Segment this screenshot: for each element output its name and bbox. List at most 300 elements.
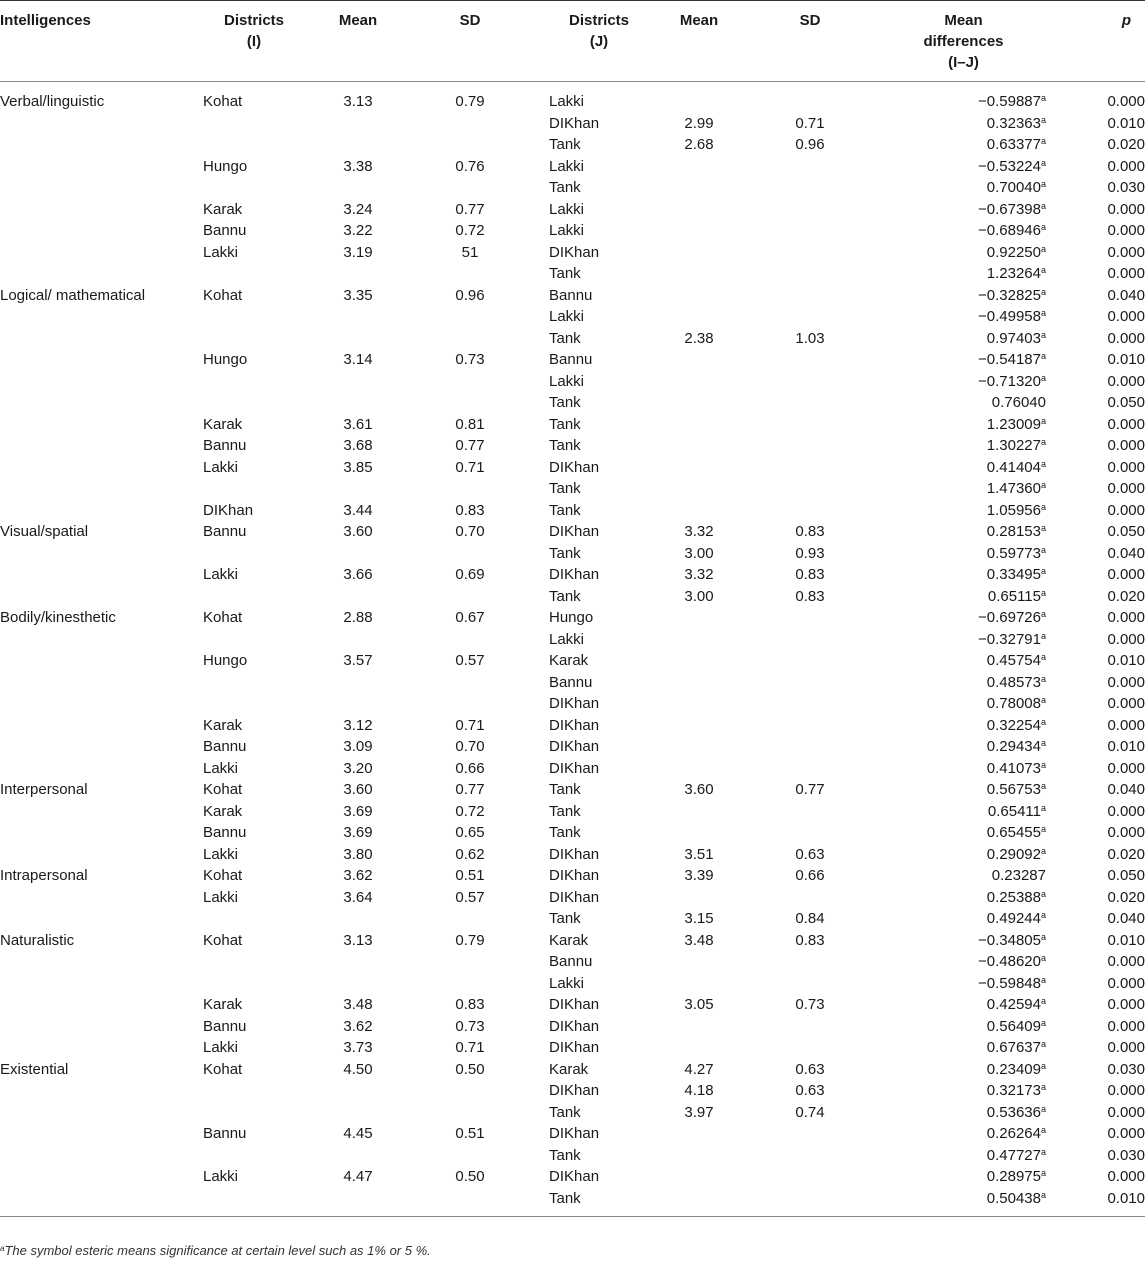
cell-district-j-text: Bannu <box>549 673 593 691</box>
cell-sd-i <box>411 501 529 523</box>
significance-mark: a <box>1040 437 1046 447</box>
cell-intelligence-text: Logical/ mathematical <box>0 286 146 304</box>
cell-sd-i <box>411 759 529 781</box>
cell-mean-difference-text: 0.26264 <box>986 1125 1041 1142</box>
cell-mean-j-text: 4.18 <box>684 1082 714 1099</box>
cell-district-i-text: Bannu <box>203 222 247 239</box>
table-row <box>0 178 1145 200</box>
cell-district-j <box>529 1103 649 1125</box>
cell-intelligence <box>0 845 158 867</box>
cell-mean-i-text: 3.62 <box>343 1017 373 1035</box>
cell-sd-i-text: 0.76 <box>455 157 485 175</box>
cell-sd-i-text: 0.96 <box>455 286 485 304</box>
footnote-text: The symbol esteric means significance at certain level such as 1% or 5 %. <box>4 1243 431 1258</box>
cell-mean-i-text: 3.85 <box>343 458 373 476</box>
table-row <box>0 458 1145 480</box>
cell-mean-i-text: 2.88 <box>343 609 373 626</box>
significance-mark: a <box>1040 673 1046 684</box>
significance-mark: a <box>1040 200 1046 211</box>
cell-mean-j <box>649 479 749 501</box>
cell-mean-difference-text: 1.47360 <box>986 480 1041 497</box>
cell-district-i <box>158 802 305 824</box>
cell-sd-j <box>749 1017 871 1039</box>
cell-p-value-text: 0.000 <box>1107 1017 1145 1035</box>
cell-sd-j <box>749 286 871 308</box>
cell-mean-j <box>649 501 749 523</box>
cell-sd-i <box>411 329 529 351</box>
cell-p-value-text: 0.000 <box>1107 480 1145 497</box>
cell-intelligence <box>0 458 158 480</box>
cell-district-j-text: DIKhan <box>549 243 600 261</box>
cell-mean-j <box>649 200 749 222</box>
cell-district-j-text: Tank <box>549 824 581 841</box>
table-row <box>0 931 1145 953</box>
cell-district-i-text: Karak <box>203 716 243 734</box>
cell-sd-i <box>411 823 529 845</box>
cell-mean-difference-text: 1.30227 <box>986 437 1041 454</box>
significance-mark: a <box>1040 523 1046 533</box>
cell-district-i-text: Kohat <box>203 93 243 110</box>
cell-district-i-text: Karak <box>203 415 243 433</box>
table-row <box>0 522 1145 544</box>
significance-mark: a <box>1040 781 1046 791</box>
table-row <box>0 866 1145 888</box>
table-row <box>0 1038 1145 1060</box>
cell-mean-difference <box>871 737 1056 759</box>
cell-intelligence <box>0 802 158 824</box>
cell-mean-j-text: 3.97 <box>684 1103 714 1121</box>
cell-mean-i <box>305 200 411 222</box>
cell-mean-difference <box>871 1038 1056 1060</box>
cell-p-value <box>1056 157 1145 179</box>
cell-mean-difference-text: 0.33495 <box>986 566 1041 583</box>
cell-p-value <box>1056 393 1145 415</box>
cell-district-j <box>529 995 649 1017</box>
cell-mean-difference-text: −0.48620 <box>978 953 1041 970</box>
significance-mark: a <box>1040 845 1046 856</box>
cell-mean-j <box>649 1167 749 1189</box>
table-row <box>0 1124 1145 1146</box>
cell-mean-difference-text: 0.32363 <box>986 114 1041 132</box>
cell-sd-j <box>749 415 871 437</box>
cell-district-i-text: Lakki <box>203 1168 239 1185</box>
cell-district-i-text: Lakki <box>203 243 239 261</box>
cell-mean-j <box>649 1038 749 1060</box>
cell-mean-difference <box>871 1189 1056 1217</box>
table-row <box>0 436 1145 458</box>
cell-mean-i-text: 3.09 <box>343 738 373 755</box>
cell-district-j <box>529 479 649 501</box>
cell-sd-i-text: 0.73 <box>455 1017 485 1035</box>
cell-mean-j <box>649 1060 749 1082</box>
cell-intelligence <box>0 1038 158 1060</box>
cell-mean-j <box>649 651 749 673</box>
cell-district-j <box>529 157 649 179</box>
cell-mean-difference-text: 0.42594 <box>986 996 1041 1013</box>
cell-p-value <box>1056 544 1145 566</box>
cell-district-j-text: Tank <box>549 1146 581 1164</box>
cell-sd-j <box>749 608 871 630</box>
cell-sd-j-text: 0.63 <box>795 845 825 863</box>
cell-district-j-text: Tank <box>549 910 581 927</box>
cell-intelligence <box>0 608 158 630</box>
cell-p-value <box>1056 200 1145 222</box>
cell-mean-j <box>649 1124 749 1146</box>
cell-p-value-text: 0.020 <box>1107 136 1145 153</box>
cell-district-j-text: DIKhan <box>549 523 600 540</box>
cell-p-value <box>1056 1081 1145 1103</box>
cell-district-j-text: Karak <box>549 1060 589 1078</box>
cell-district-j <box>529 974 649 996</box>
cell-district-i <box>158 522 305 544</box>
cell-mean-difference <box>871 350 1056 372</box>
cell-mean-difference-text: 1.23264 <box>986 265 1041 282</box>
cell-sd-j <box>749 264 871 286</box>
header-mean-j: Mean <box>649 1 749 82</box>
cell-sd-i-text: 0.83 <box>455 501 485 519</box>
cell-p-value-text: 0.010 <box>1107 931 1145 949</box>
cell-mean-i-text: 3.38 <box>343 157 373 175</box>
cell-mean-i-text: 3.64 <box>343 888 373 906</box>
cell-sd-j <box>749 845 871 867</box>
cell-sd-i <box>411 1124 529 1146</box>
cell-mean-difference-text: 0.67637 <box>986 1039 1041 1056</box>
cell-district-i <box>158 974 305 996</box>
cell-mean-i-text: 3.13 <box>343 93 373 110</box>
cell-mean-i <box>305 264 411 286</box>
cell-mean-j <box>649 372 749 394</box>
cell-p-value-text: 0.000 <box>1107 372 1145 390</box>
cell-sd-j <box>749 866 871 888</box>
cell-mean-i <box>305 1124 411 1146</box>
header-districts-j: Districts (J) <box>529 1 649 82</box>
cell-p-value-text: 0.030 <box>1107 1060 1145 1078</box>
cell-district-j <box>529 587 649 609</box>
cell-mean-i <box>305 458 411 480</box>
cell-mean-i-text: 3.35 <box>343 286 373 304</box>
significance-mark: a <box>1040 544 1046 555</box>
cell-mean-j <box>649 393 749 415</box>
cell-p-value-text: 0.000 <box>1107 802 1145 820</box>
cell-p-value-text: 0.030 <box>1107 179 1145 196</box>
cell-district-j <box>529 716 649 738</box>
cell-mean-j-text: 3.00 <box>684 544 714 562</box>
cell-sd-i-text: 0.71 <box>455 458 485 476</box>
cell-district-j <box>529 823 649 845</box>
cell-sd-i <box>411 544 529 566</box>
cell-mean-i-text: 3.48 <box>343 996 373 1013</box>
cell-p-value-text: 0.010 <box>1107 652 1145 669</box>
cell-mean-j <box>649 178 749 200</box>
significance-mark: a <box>1040 630 1046 641</box>
cell-mean-j-text: 2.68 <box>684 136 714 153</box>
cell-p-value <box>1056 1167 1145 1189</box>
cell-district-i-text: Hungo <box>203 351 248 368</box>
cell-sd-i <box>411 178 529 200</box>
cell-sd-j <box>749 974 871 996</box>
cell-p-value-text: 0.000 <box>1107 1125 1145 1142</box>
cell-p-value-text: 0.040 <box>1107 781 1145 798</box>
cell-district-j <box>529 1146 649 1168</box>
cell-intelligence <box>0 673 158 695</box>
cell-intelligence <box>0 737 158 759</box>
cell-sd-j <box>749 135 871 157</box>
cell-district-j <box>529 286 649 308</box>
cell-district-j-text: DIKhan <box>549 738 600 755</box>
cell-intelligence <box>0 1167 158 1189</box>
cell-mean-difference <box>871 845 1056 867</box>
significance-mark: a <box>1040 286 1046 297</box>
cell-district-j <box>529 114 649 136</box>
cell-intelligence <box>0 286 158 308</box>
cell-mean-i <box>305 952 411 974</box>
cell-sd-i-text: 0.72 <box>455 222 485 239</box>
cell-mean-difference-text: −0.34805 <box>978 931 1041 949</box>
cell-intelligence <box>0 909 158 931</box>
cell-p-value <box>1056 565 1145 587</box>
cell-mean-i <box>305 415 411 437</box>
cell-sd-i-text: 0.79 <box>455 931 485 949</box>
cell-sd-i <box>411 221 529 243</box>
cell-p-value <box>1056 329 1145 351</box>
significance-mark: a <box>1040 888 1046 899</box>
cell-intelligence-text: Interpersonal <box>0 781 88 798</box>
cell-mean-j <box>649 974 749 996</box>
cell-p-value <box>1056 694 1145 716</box>
cell-district-i <box>158 393 305 415</box>
cell-p-value <box>1056 802 1145 824</box>
cell-mean-j <box>649 135 749 157</box>
cell-p-value-text: 0.000 <box>1107 996 1145 1013</box>
cell-mean-j <box>649 436 749 458</box>
cell-district-j-text: Tank <box>549 802 581 820</box>
cell-sd-i-text: 0.51 <box>455 1125 485 1142</box>
cell-district-j <box>529 544 649 566</box>
cell-mean-j <box>649 1103 749 1125</box>
cell-mean-difference-text: 0.56753 <box>986 781 1041 798</box>
cell-intelligence <box>0 1189 158 1217</box>
cell-mean-difference <box>871 178 1056 200</box>
cell-sd-i-text: 0.77 <box>455 437 485 454</box>
cell-mean-difference <box>871 221 1056 243</box>
cell-district-j-text: Tank <box>549 1103 581 1121</box>
cell-sd-i <box>411 866 529 888</box>
cell-mean-difference <box>871 114 1056 136</box>
cell-intelligence <box>0 866 158 888</box>
cell-intelligence <box>0 587 158 609</box>
cell-sd-i-text: 0.73 <box>455 351 485 368</box>
cell-district-j-text: Tank <box>549 587 581 605</box>
table-row <box>0 415 1145 437</box>
cell-mean-j <box>649 888 749 910</box>
cell-mean-i <box>305 995 411 1017</box>
cell-mean-difference-text: 0.47727 <box>986 1146 1041 1164</box>
cell-mean-difference-text: 0.50438 <box>986 1189 1041 1207</box>
cell-sd-i-text: 0.66 <box>455 759 485 777</box>
significance-mark: a <box>1040 1146 1046 1157</box>
cell-mean-j <box>649 673 749 695</box>
cell-intelligence <box>0 759 158 781</box>
cell-sd-i-text: 0.71 <box>455 1039 485 1056</box>
cell-mean-i <box>305 1038 411 1060</box>
cell-district-i <box>158 1038 305 1060</box>
cell-sd-j <box>749 995 871 1017</box>
cell-sd-i-text: 0.70 <box>455 523 485 540</box>
table-row <box>0 716 1145 738</box>
cell-sd-i-text: 0.67 <box>455 609 485 626</box>
table-row <box>0 845 1145 867</box>
cell-sd-i <box>411 393 529 415</box>
cell-mean-j <box>649 587 749 609</box>
cell-mean-j <box>649 114 749 136</box>
cell-sd-j <box>749 909 871 931</box>
cell-district-j <box>529 1060 649 1082</box>
cell-district-j-text: Lakki <box>549 630 585 648</box>
cell-p-value <box>1056 1189 1145 1217</box>
cell-p-value-text: 0.030 <box>1107 1146 1145 1164</box>
cell-mean-j <box>649 845 749 867</box>
cell-district-j <box>529 307 649 329</box>
cell-mean-j <box>649 544 749 566</box>
table-row <box>0 1017 1145 1039</box>
cell-district-i <box>158 372 305 394</box>
cell-sd-j <box>749 651 871 673</box>
cell-district-i <box>158 436 305 458</box>
cell-mean-j <box>649 630 749 652</box>
cell-mean-difference <box>871 780 1056 802</box>
cell-p-value-text: 0.000 <box>1107 673 1145 691</box>
cell-mean-difference-text: 0.70040 <box>986 179 1041 196</box>
significance-mark: a <box>1040 179 1046 189</box>
cell-district-j-text: Tank <box>549 329 581 347</box>
cell-sd-j-text: 0.77 <box>795 781 825 798</box>
cell-p-value <box>1056 135 1145 157</box>
cell-mean-i <box>305 522 411 544</box>
cell-mean-i <box>305 931 411 953</box>
cell-district-j <box>529 1167 649 1189</box>
cell-district-i-text: Hungo <box>203 157 248 175</box>
cell-sd-j <box>749 587 871 609</box>
table-row <box>0 1060 1145 1082</box>
cell-intelligence <box>0 716 158 738</box>
table-row <box>0 82 1145 114</box>
cell-mean-difference-text: 0.49244 <box>986 910 1041 927</box>
cell-district-j-text: Tank <box>549 1189 581 1207</box>
cell-district-i <box>158 82 305 114</box>
cell-sd-j-text: 0.93 <box>795 544 825 562</box>
cell-sd-i <box>411 350 529 372</box>
cell-p-value <box>1056 673 1145 695</box>
cell-district-j <box>529 415 649 437</box>
cell-district-j-text: Lakki <box>549 157 585 175</box>
cell-mean-j <box>649 802 749 824</box>
cell-mean-difference-text: 0.25388 <box>986 888 1041 906</box>
cell-mean-i <box>305 823 411 845</box>
cell-district-j-text: DIKhan <box>549 716 600 734</box>
cell-mean-j <box>649 329 749 351</box>
cell-district-i-text: Karak <box>203 802 243 820</box>
cell-intelligence <box>0 1103 158 1125</box>
cell-district-j <box>529 1189 649 1217</box>
cell-mean-difference-text: 0.23287 <box>991 867 1046 884</box>
cell-mean-difference-text: 0.28975 <box>986 1168 1041 1185</box>
cell-sd-i <box>411 479 529 501</box>
cell-mean-difference-text: 1.23009 <box>986 415 1041 433</box>
cell-p-value-text: 0.000 <box>1107 415 1145 433</box>
significance-mark: a <box>1040 652 1046 662</box>
cell-intelligence <box>0 157 158 179</box>
cell-p-value-text: 0.000 <box>1107 1082 1145 1099</box>
cell-mean-difference <box>871 823 1056 845</box>
cell-mean-difference <box>871 436 1056 458</box>
cell-mean-i <box>305 587 411 609</box>
cell-intelligence <box>0 200 158 222</box>
cell-district-j-text: Lakki <box>549 222 585 239</box>
cell-sd-i <box>411 286 529 308</box>
cell-sd-i <box>411 931 529 953</box>
cell-mean-difference <box>871 1060 1056 1082</box>
table-row <box>0 1167 1145 1189</box>
cell-district-i <box>158 415 305 437</box>
table-row <box>0 565 1145 587</box>
significance-mark: a <box>1040 759 1046 770</box>
cell-district-i <box>158 888 305 910</box>
cell-district-j-text: DIKhan <box>549 114 600 132</box>
cell-district-j <box>529 393 649 415</box>
cell-mean-i <box>305 1081 411 1103</box>
table-row <box>0 651 1145 673</box>
cell-district-i-text: Lakki <box>203 845 239 863</box>
cell-district-j-text: DIKhan <box>549 996 600 1013</box>
cell-intelligence <box>0 114 158 136</box>
cell-intelligence-text: Intrapersonal <box>0 867 88 884</box>
significance-mark: a <box>1040 458 1046 469</box>
table-row <box>0 307 1145 329</box>
cell-p-value-text: 0.000 <box>1107 566 1145 583</box>
cell-sd-j <box>749 544 871 566</box>
cell-district-j <box>529 630 649 652</box>
cell-mean-i <box>305 372 411 394</box>
cell-mean-difference-text: 0.41073 <box>986 759 1041 777</box>
cell-sd-i-text: 0.83 <box>455 996 485 1013</box>
cell-mean-i <box>305 436 411 458</box>
table-body <box>0 82 1145 1217</box>
cell-sd-j <box>749 479 871 501</box>
cell-district-i-text: Kohat <box>203 867 243 884</box>
cell-sd-j <box>749 350 871 372</box>
cell-mean-j <box>649 1146 749 1168</box>
cell-district-i-text: Karak <box>203 200 243 218</box>
cell-sd-i <box>411 1167 529 1189</box>
cell-sd-i <box>411 522 529 544</box>
cell-district-i-text: Kohat <box>203 931 243 949</box>
cell-intelligence <box>0 329 158 351</box>
cell-mean-difference-text: 0.65115 <box>987 587 1041 605</box>
cell-sd-i-text: 51 <box>461 243 479 261</box>
cell-mean-j <box>649 780 749 802</box>
footnote <box>0 1243 431 1258</box>
cell-intelligence <box>0 1124 158 1146</box>
cell-district-i <box>158 157 305 179</box>
cell-district-i-text: Lakki <box>203 1039 239 1056</box>
cell-mean-j <box>649 1017 749 1039</box>
cell-mean-j <box>649 1081 749 1103</box>
cell-sd-i <box>411 974 529 996</box>
table-row <box>0 802 1145 824</box>
cell-mean-difference <box>871 415 1056 437</box>
cell-intelligence <box>0 393 158 415</box>
cell-mean-difference-text: 0.92250 <box>986 243 1041 261</box>
